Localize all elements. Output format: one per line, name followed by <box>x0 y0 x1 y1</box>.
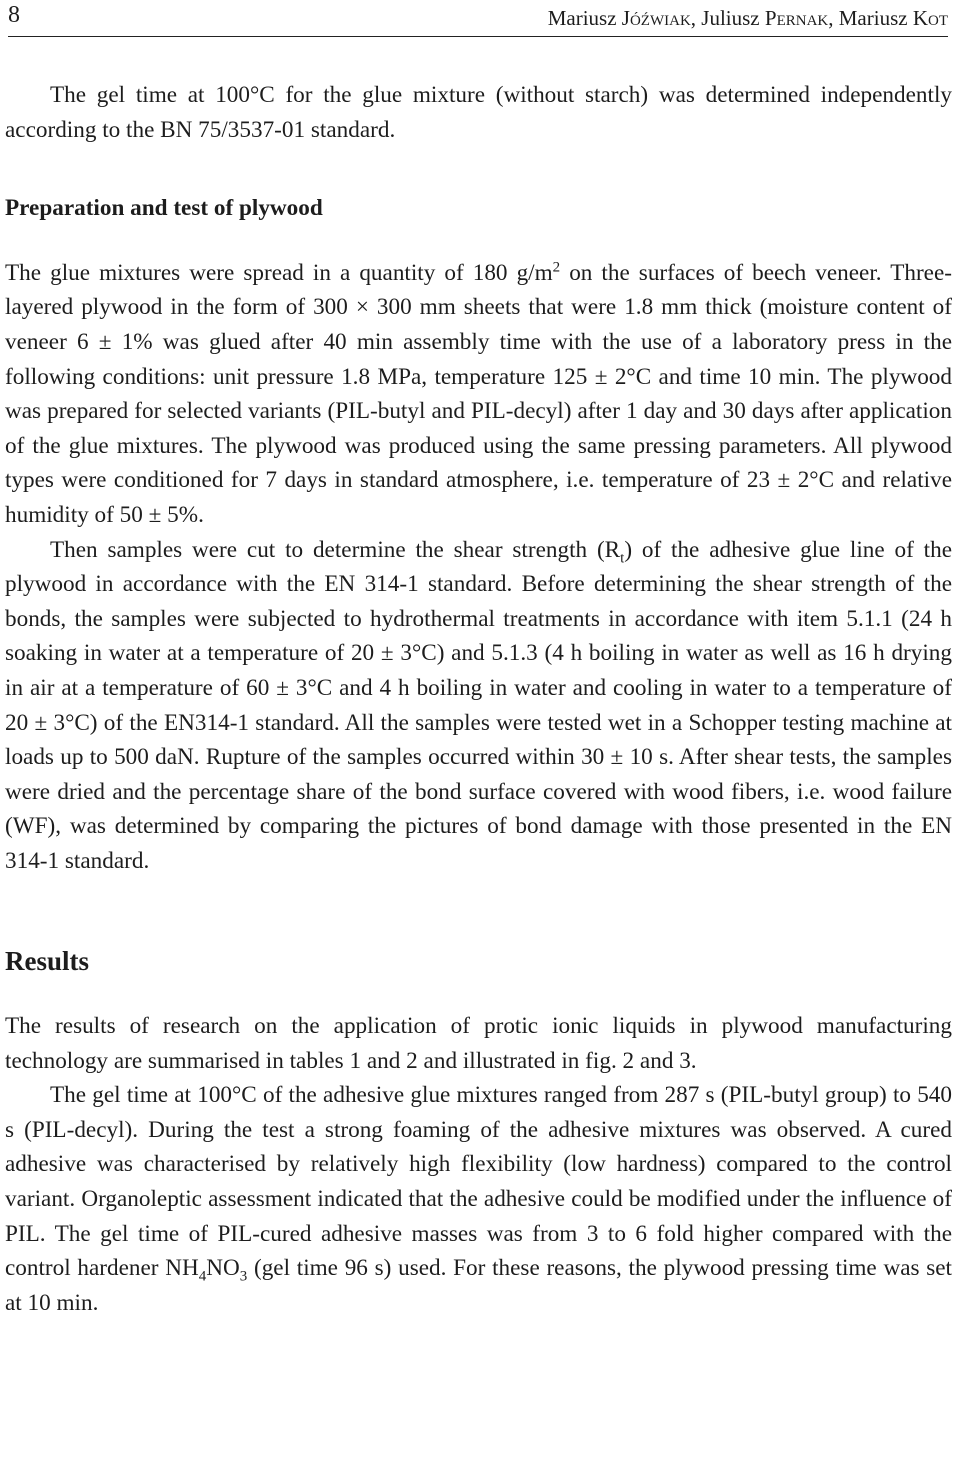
p3-text-b: ) of the adhesive glue line of the plywood in accordance with the EN 314-1 standard. Before determining the shear strength of the bonds, the samples were subjected to hydrothermal treatments in accordance with item 5.1.1 (24 h soaking in water at a temperature of 20 ± 3°C) and 5.1.3 (4 h boiling in water as well as 16 h drying in air at a temperature of 60 ± 3°C and 4 h boiling in water and cooling in water to a temperature of 20 ± 3°C) of the EN314-1 standard. All the samples were tested wet in a Schopper testing machine at loads up to 500 daN. Rupture of the samples occurred within 30 ± 10 s. After shear tests, the samples were dried and the percentage share of the bond surface covered with wood fibers, i.e. wood failure (WF), was determined by comparing the pictures of bond damage with those presented in the EN 314-1 standard. <box>5 536 952 874</box>
p5-text-b: (gel time 96 s) used. For these reasons, the plywood pressing time was set at 10 min. <box>5 1255 953 1316</box>
running-header <box>8 0 948 37</box>
running-head-authors: Mariusz Jóźwiak, Juliusz Pernak, Mariusz Kot <box>547 6 948 30</box>
p5-subscript-2: 3 <box>239 1268 248 1285</box>
author-1-given: Mariusz <box>547 6 617 30</box>
paragraph-plywood-preparation <box>5 256 952 533</box>
paragraph-gel-time-intro: The gel time at 100°C for the glue mixture (without starch) was determined independently according to the BN 75/3537-01 standard. <box>5 82 952 143</box>
subheading-preparation: Preparation and test of plywood <box>5 195 323 222</box>
author-3-given: Mariusz <box>838 6 908 30</box>
p2-text-b: on the surfaces of beech veneer. Three-layered plywood in the form of 300 × 300 mm sheets that were 1.8 mm thick (moisture content of veneer 6 ± 1% was glued after 40 min assembly time with the use of a laboratory press in the following conditions: unit pressure 1.8 MPa, temperature 125 ± 2°C and time 10 min. The plywood was prepared for selected variants (PIL-butyl and PIL-decyl) after 1 day and 30 days after application of the glue mixtures. The plywood was produced using the same pressing parameters. All plywood types were conditioned for 7 days in standard atmosphere, i.e. temperature of 23 ± 2°C and relative humidity of 50 ± 5%. <box>5 259 952 528</box>
author-2-given: Juliusz <box>701 6 760 30</box>
page-number: 8 <box>8 2 20 28</box>
p3-subscript: t <box>620 550 625 567</box>
paragraph-results-summary: The results of research on the application of protic ionic liquids in plywood manufacturing technology are summarised in tables 1 and 2 and illustrated in fig. 2 and 3. <box>5 1013 952 1074</box>
paragraph-shear-tests <box>5 533 952 879</box>
p2-text-a: The glue mixtures were spread in a quantity of 180 g/m <box>5 259 553 286</box>
p2-superscript: 2 <box>552 259 561 276</box>
paragraph-gel-time-results <box>5 1078 952 1320</box>
author-2-family: Pernak <box>764 6 829 30</box>
section-heading-results: Results <box>5 946 90 977</box>
author-3-family: Kot <box>912 6 948 30</box>
page-body <box>5 78 952 1320</box>
p3-text-a: Then samples were cut to determine the shear strength (R <box>50 536 621 563</box>
p5-subscript-1: 4 <box>198 1268 207 1285</box>
p5-text-mid: NO <box>206 1255 240 1282</box>
p5-text-a: The gel time at 100°C of the adhesive glue mixtures ranged from 287 s (PIL-butyl group) to 540 s (PIL-decyl). During the test a strong foaming of the adhesive mixtures was observed. A cured adhesive was characterised by relatively high flexibility (low hardness) compared to the control variant. Organoleptic assessment indicated that the adhesive could be modified under the influence of PIL. The gel time of PIL-cured adhesive masses was from 3 to 6 fold higher compared with the control hardener NH <box>5 1082 952 1282</box>
author-1-family: Jóźwiak <box>621 6 691 30</box>
